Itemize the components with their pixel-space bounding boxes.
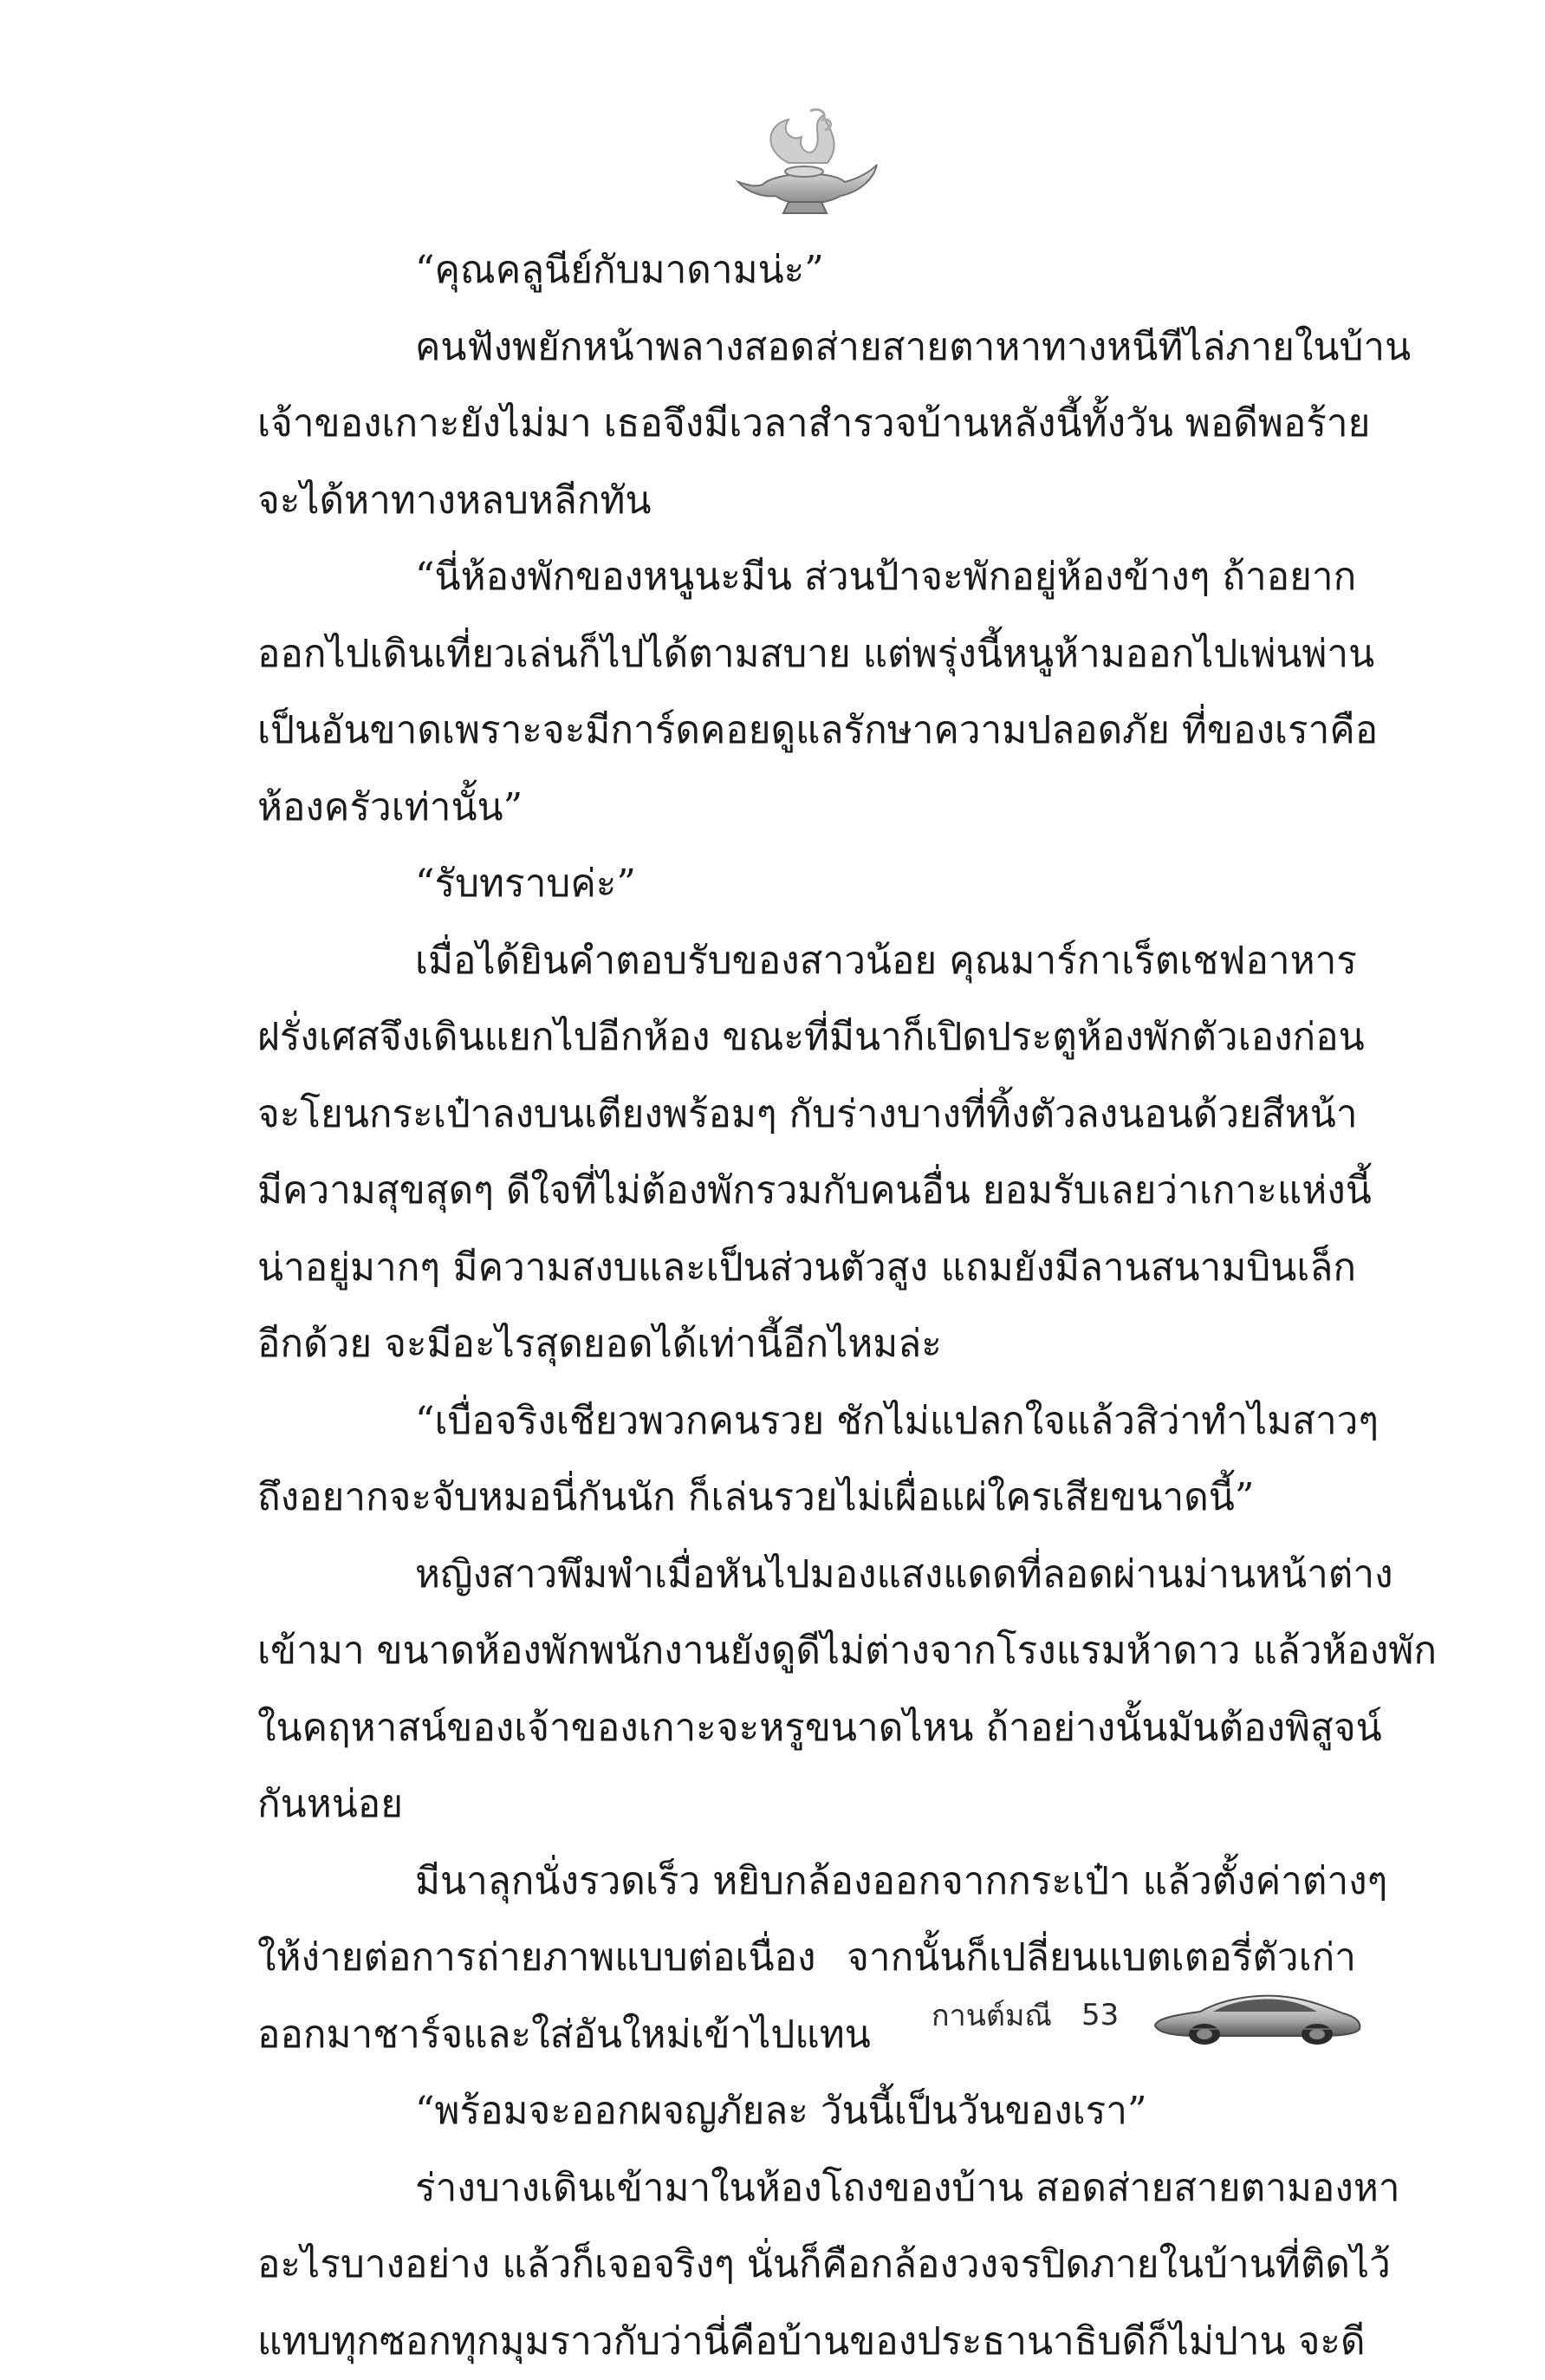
page-number: 53 [1081, 1998, 1119, 2032]
text-line: ออกมาชาร์จและใส่อันใหม่เข้าไปแทน [257, 1997, 1356, 2074]
page-footer [932, 1976, 1365, 2054]
text-line: ฝรั่งเศสจึงเดินแยกไปอีกห้อง ขณะที่มีนาก็เปิดประตูห้องพักตัวเองก่อน [257, 999, 1356, 1076]
text-line: “นี่ห้องพักของหนูนะมีน ส่วนป้าจะพักอยู่ห้องข้างๆ ถ้าอยาก [257, 539, 1356, 616]
text-line: เจ้าของเกาะยังไม่มา เธอจึงมีเวลาสำรวจบ้านหลังนี้ทั้งวัน พอดีพอร้าย [257, 386, 1356, 463]
text-line: อะไรบางอย่าง แล้วก็เจอจริงๆ นั่นก็คือกล้องวงจรปิดภายในบ้านที่ติดไว้ [257, 2227, 1356, 2304]
text-line: เมื่อได้ยินคำตอบรับของสาวน้อย คุณมาร์กาเร็ตเชฟอาหาร [257, 923, 1356, 1000]
text-line: กันหน่อย [257, 1766, 1356, 1844]
book-title: กานต์มณี [932, 1992, 1052, 2039]
body-text [257, 232, 1356, 2380]
text-line: ร่างบางเดินเข้ามาในห้องโถงของบ้าน สอดส่ายสายตามองหา [257, 2150, 1356, 2227]
text-line: “เบื่อจริงเชียวพวกคนรวย ชักไม่แปลกใจแล้วสิว่าทำไมสาวๆ [257, 1383, 1356, 1460]
text-line: “พร้อมจะออกผจญภัยละ วันนี้เป็นวันของเรา” [257, 2073, 1356, 2150]
text-line: ออกไปเดินเที่ยวเล่นก็ไปได้ตามสบาย แต่พรุ่งนี้หนูห้ามออกไปเพ่นพ่าน [257, 616, 1356, 693]
text-line: แทบทุกซอกทุกมุมราวกับว่านี่คือบ้านของประธานาธิบดีก็ไม่ปาน จะดี [257, 2304, 1356, 2380]
text-line: มีนาลุกนั่งรวดเร็ว หยิบกล้องออกจากกระเป๋า แล้วตั้งค่าต่างๆ [257, 1844, 1356, 1921]
text-line: อีกด้วย จะมีอะไรสุดยอดได้เท่านี้อีกไหมล่ะ [257, 1306, 1356, 1383]
sports-car-icon [1148, 1980, 1365, 2050]
text-line: “รับทราบค่ะ” [257, 846, 1356, 923]
text-line: เป็นอันขาดเพราะจะมีการ์ดคอยดูแลรักษาความปลอดภัย ที่ของเราคือ [257, 693, 1356, 770]
genie-lamp-icon [728, 102, 884, 224]
text-line: ถึงอยากจะจับหมอนี่กันนัก ก็เล่นรวยไม่เผื่อแผ่ใครเสียขนาดนี้” [257, 1460, 1356, 1537]
text-line: คนฟังพยักหน้าพลางสอดส่ายสายตาหาทางหนีทีไล่ภายในบ้าน [257, 309, 1356, 387]
text-line: “คุณคลูนีย์กับมาดามน่ะ” [257, 232, 1356, 309]
text-line: ห้องครัวเท่านั้น” [257, 770, 1356, 847]
text-line: มีความสุขสุดๆ ดีใจที่ไม่ต้องพักรวมกับคนอื่น ยอมรับเลยว่าเกาะแห่งนี้ [257, 1153, 1356, 1230]
text-line: ในคฤหาสน์ของเจ้าของเกาะจะหรูขนาดไหน ถ้าอย่างนั้นมันต้องพิสูจน์ [257, 1690, 1356, 1767]
text-line: จะโยนกระเป๋าลงบนเตียงพร้อมๆ กับร่างบางที่ทิ้งตัวลงนอนด้วยสีหน้า [257, 1076, 1356, 1154]
text-line: หญิงสาวพึมพำเมื่อหันไปมองแสงแดดที่ลอดผ่านม่านหน้าต่าง [257, 1537, 1356, 1614]
text-line: เข้ามา ขนาดห้องพักพนักงานยังดูดีไม่ต่างจากโรงแรมห้าดาว แล้วห้องพัก [257, 1613, 1356, 1690]
text-line: ให้ง่ายต่อการถ่ายภาพแบบต่อเนื่อง จากนั้นก็เปลี่ยนแบตเตอรี่ตัวเก่า [257, 1920, 1356, 1997]
text-line: น่าอยู่มากๆ มีความสงบและเป็นส่วนตัวสูง แถมยังมีลานสนามบินเล็ก [257, 1230, 1356, 1307]
text-line: จะได้หาทางหลบหลีกทัน [257, 463, 1356, 540]
